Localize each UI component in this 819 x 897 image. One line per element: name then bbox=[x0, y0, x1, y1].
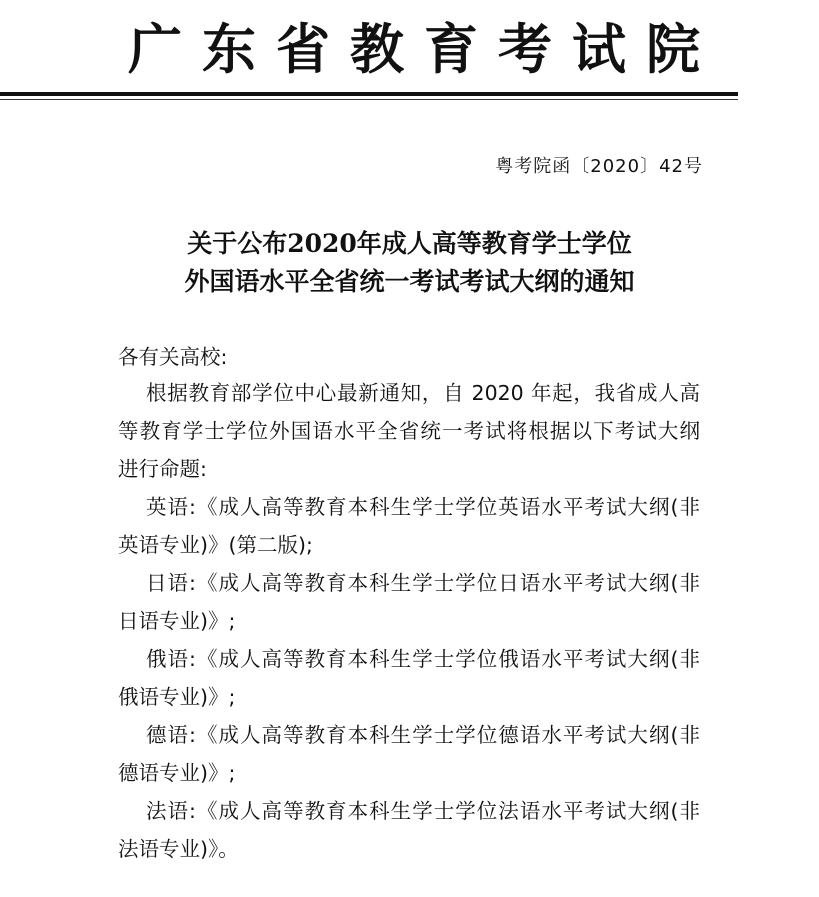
syllabus-russian: 俄语:《成人高等教育本科生学士学位俄语水平考试大纲(非 bbox=[146, 647, 700, 671]
issuing-organization: 广东省教育考试院 bbox=[128, 18, 700, 81]
body-line: 根据教育部学位中心最新通知，自 2020 年起，我省成人高 bbox=[146, 381, 700, 405]
document-title-line-1: 关于公布2020年成人高等教育学士学位 bbox=[187, 229, 632, 258]
syllabus-german: 德语:《成人高等教育本科生学士学位德语水平考试大纲(非 bbox=[146, 723, 700, 747]
syllabus-japanese: 日语:《成人高等教育本科生学士学位日语水平考试大纲(非 bbox=[146, 571, 700, 595]
syllabus-japanese-cont: 日语专业)》; bbox=[118, 609, 236, 633]
document-title-line-2: 外国语水平全省统一考试考试大纲的通知 bbox=[184, 267, 635, 296]
syllabus-english: 英语:《成人高等教育本科生学士学位英语水平考试大纲(非 bbox=[146, 495, 700, 519]
syllabus-russian-cont: 俄语专业)》; bbox=[118, 685, 236, 709]
body-line: 进行命题: bbox=[118, 457, 207, 481]
header-divider-thin bbox=[0, 99, 738, 100]
document-number: 粤考院函〔2020〕42号 bbox=[495, 156, 703, 177]
header-divider-thick bbox=[0, 92, 738, 96]
salutation: 各有关高校: bbox=[118, 345, 228, 369]
body-line: 等教育学士学位外国语水平全省统一考试将根据以下考试大纲 bbox=[118, 419, 700, 443]
syllabus-french-cont: 法语专业)》。 bbox=[118, 837, 239, 861]
syllabus-french: 法语:《成人高等教育本科生学士学位法语水平考试大纲(非 bbox=[146, 799, 700, 823]
syllabus-german-cont: 德语专业)》; bbox=[118, 761, 236, 785]
syllabus-english-cont: 英语专业)》(第二版); bbox=[118, 533, 313, 557]
